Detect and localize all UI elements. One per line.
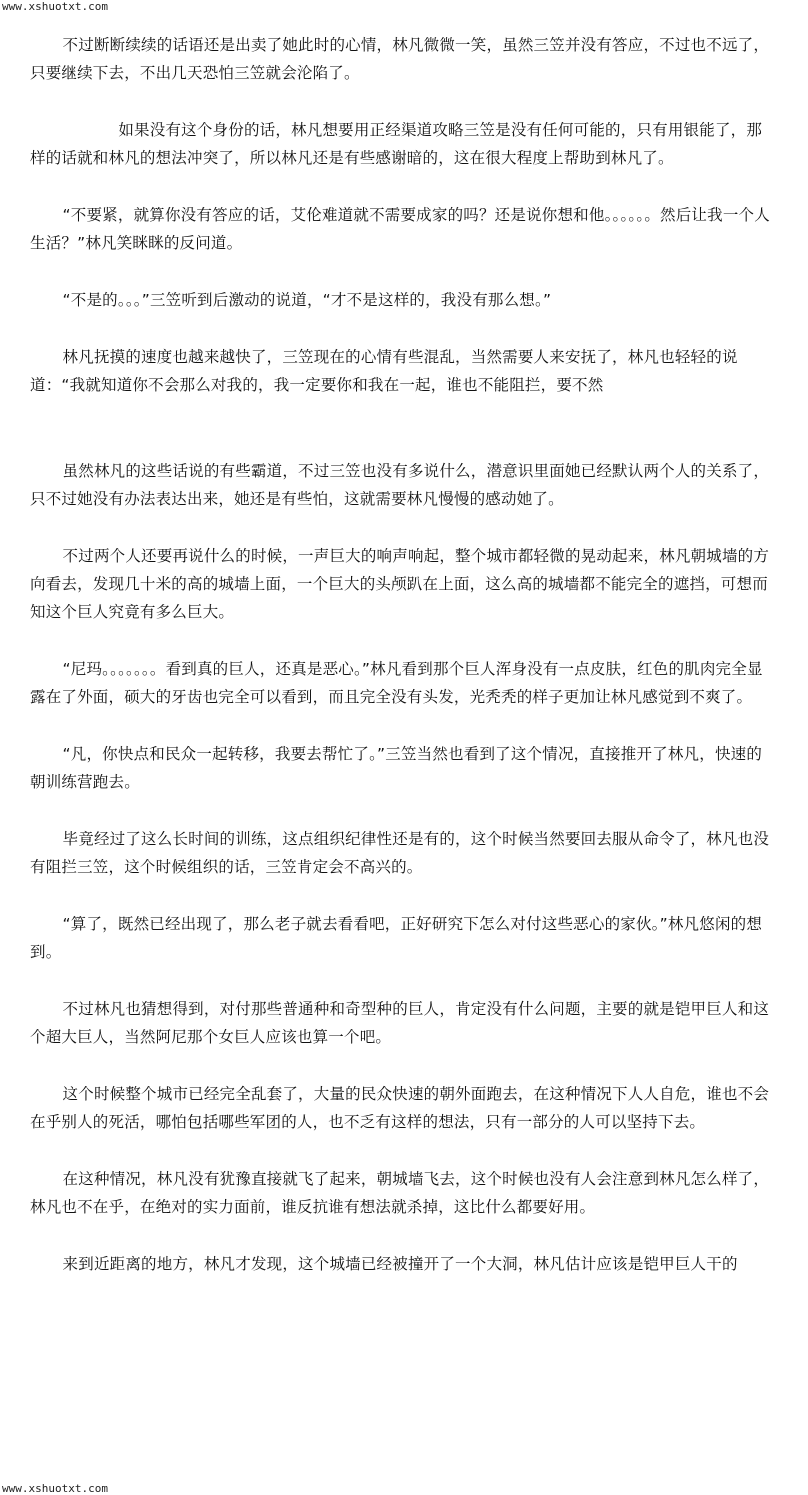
paragraph: 来到近距离的地方，林凡才发现，这个城墙已经被撞开了一个大洞，林凡估计应该是铠甲巨人干的 xyxy=(62,1255,738,1273)
site-watermark-top: www.xshuotxt.com xyxy=(2,0,108,13)
site-watermark-bottom: www.xshuotxt.com xyxy=(2,1482,108,1495)
paragraph: 林凡抚摸的速度也越来越快了，三笠现在的心情有些混乱，当然需要人来安抚了，林凡也轻轻的说道：“我就知道你不会那么对我的，我一定要你和我在一起，谁也不能阻拦，要不然 xyxy=(30,348,738,394)
paragraph: 不过林凡也猜想得到，对付那些普通种和奇型种的巨人，肯定没有什么问题，主要的就是铠甲巨人和这个超大巨人，当然阿尼那个女巨人应该也算一个吧。 xyxy=(30,1000,770,1046)
chapter-body xyxy=(30,31,775,1278)
paragraph: 在这种情况，林凡没有犹豫直接就飞了起来，朝城墙飞去，这个时候也没有人会注意到林凡怎么样了，林凡也不在乎，在绝对的实力面前，谁反抗谁有想法就杀掉，这比什么都要好用。 xyxy=(30,1170,770,1216)
paragraph: 不过断断续续的话语还是出卖了她此时的心情，林凡微微一笑，虽然三笠并没有答应，不过也不远了，只要继续下去，不出几天恐怕三笠就会沦陷了。 xyxy=(30,36,770,82)
paragraph: “算了，既然已经出现了，那么老子就去看看吧，正好研究下怎么对付这些恶心的家伙。”林凡悠闲的想到。 xyxy=(30,915,763,961)
paragraph: 如果没有这个身份的话，林凡想要用正经渠道攻略三笠是没有任何可能的，只有用银能了，那样的话就和林凡的想法冲突了，所以林凡还是有些感谢暗的，这在很大程度上帮助到林凡了。 xyxy=(30,121,763,167)
paragraph: “尼玛。。。。。。。看到真的巨人，还真是恶心。”林凡看到那个巨人浑身没有一点皮肤，红色的肌肉完全显露在了外面，硕大的牙齿也完全可以看到，而且完全没有头发，光秃秃的样子更加让林凡感觉到不爽了。 xyxy=(30,660,763,706)
paragraph: “不要紧，就算你没有答应的话，艾伦难道就不需要成家的吗？还是说你想和他。。。。。。然后让我一个人生活？”林凡笑眯眯的反问道。 xyxy=(30,206,770,252)
paragraph: “凡，你快点和民众一起转移，我要去帮忙了。”三笠当然也看到了这个情况，直接推开了林凡，快速的朝训练营跑去。 xyxy=(30,745,763,791)
paragraph: 不过两个人还要再说什么的时候，一声巨大的响声响起，整个城市都轻微的晃动起来，林凡朝城墙的方向看去，发现几十米的高的城墙上面，一个巨大的头颅趴在上面，这么高的城墙都不能完全的遮挡，可想而知这个巨人究竟有多么巨大。 xyxy=(30,547,770,621)
paragraph: 虽然林凡的这些话说的有些霸道，不过三笠也没有多说什么，潜意识里面她已经默认两个人的关系了，只不过她没有办法表达出来，她还是有些怕，这就需要林凡慢慢的感动她了。 xyxy=(30,462,770,508)
paragraph: 这个时候整个城市已经完全乱套了，大量的民众快速的朝外面跑去，在这种情况下人人自危，谁也不会在乎别人的死活，哪怕包括哪些军团的人，也不乏有这样的想法，只有一部分的人可以坚持下去。 xyxy=(30,1085,770,1131)
paragraph: 毕竟经过了这么长时间的训练，这点组织纪律性还是有的，这个时候当然要回去服从命令了，林凡也没有阻拦三笠，这个时候组织的话，三笠肯定会不高兴的。 xyxy=(30,830,770,876)
paragraph: “不是的。。。”三笠听到后激动的说道，“才不是这样的，我没有那么想。” xyxy=(62,291,552,309)
